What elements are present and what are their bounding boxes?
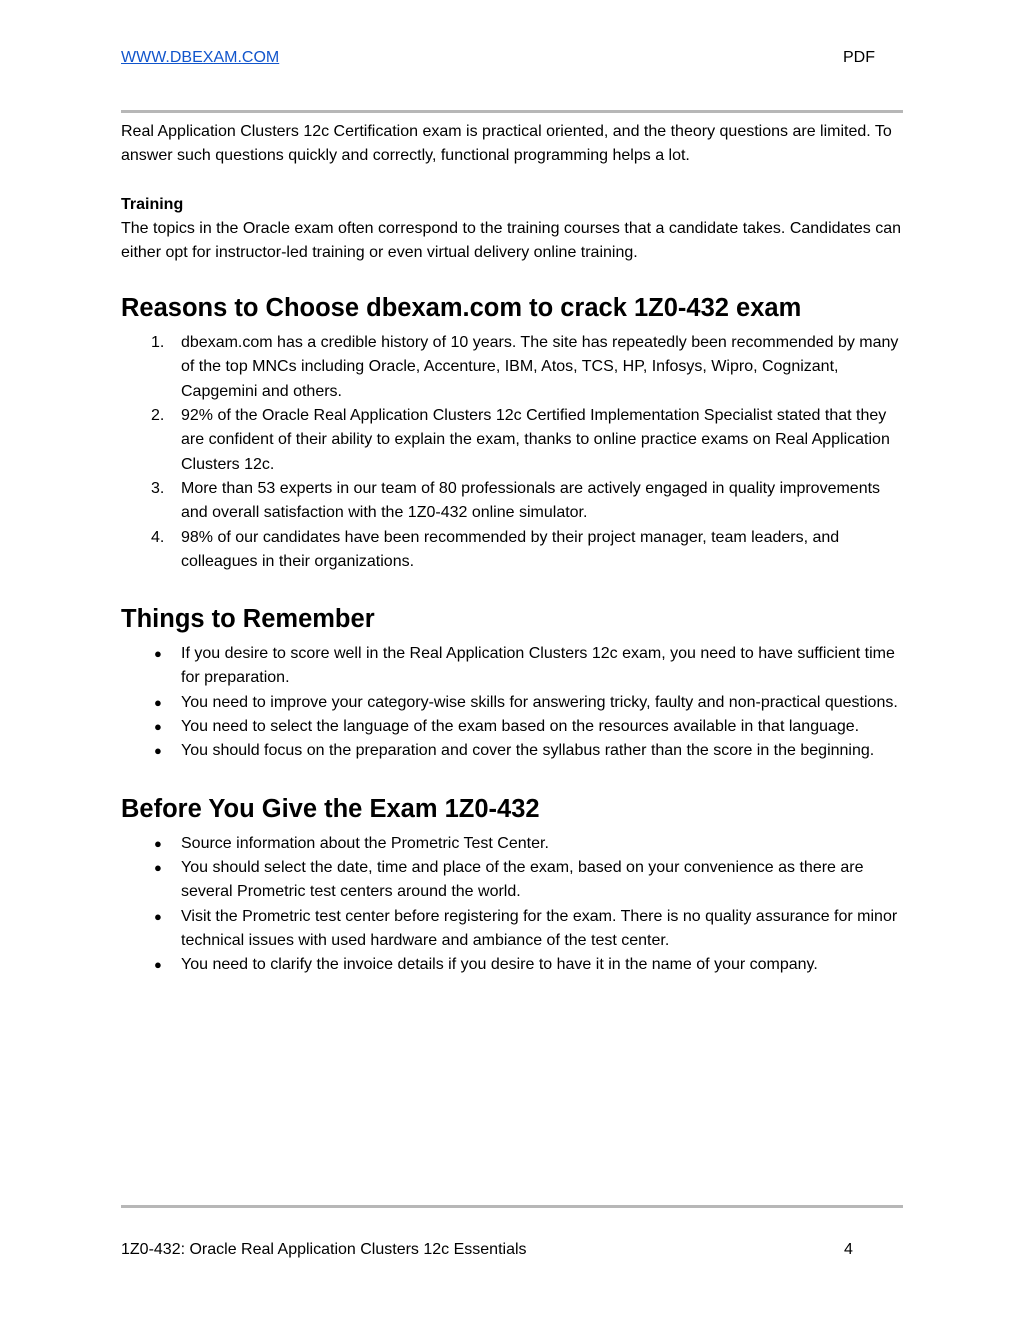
list-item-text: Source information about the Prometric Test Center. — [181, 834, 549, 852]
bullet-icon: ● — [154, 646, 162, 662]
footer-title: 1Z0-432: Oracle Real Application Clusters 12c Essentials — [121, 1241, 527, 1258]
header-pdf-label: PDF — [843, 49, 875, 66]
list-item-text: You need to clarify the invoice details if you desire to have it in the name of your company. — [181, 956, 818, 974]
list-item-text: Visit the Prometric test center before registering for the exam. There is no quality assurance for minor technical issues with used hardware and ambiance of the test center. — [181, 907, 898, 949]
list-item — [121, 715, 911, 739]
bullet-icon: ● — [154, 719, 162, 735]
intro-paragraph: Real Application Clusters 12c Certification exam is practical oriented, and the theory questions are limited. To answer such questions quickly and correctly, functional programming helps a lot. — [121, 123, 892, 165]
list-item-text: You need to select the language of the exam based on the resources available in that language. — [181, 718, 860, 736]
reasons-list — [121, 331, 911, 574]
list-item — [121, 404, 911, 477]
footer-divider — [121, 1205, 903, 1208]
list-item-text: If you desire to score well in the Real Application Clusters 12c exam, you need to have sufficient time for preparation. — [181, 645, 895, 687]
site-link[interactable]: WWW.DBEXAM.COM — [121, 49, 280, 66]
list-item-text: You should select the date, time and place of the exam, based on your convenience as there are several Prometric test centers around the world. — [181, 858, 864, 901]
bullet-icon: ● — [154, 743, 162, 759]
list-item-text: You need to improve your category-wise skills for answering tricky, faulty and non-practical questions. — [181, 693, 898, 711]
list-item — [121, 953, 911, 977]
list-item — [121, 477, 911, 526]
main-content — [121, 120, 911, 977]
page-number: 4 — [844, 1241, 853, 1258]
bullet-icon: ● — [154, 908, 162, 924]
list-item — [121, 739, 911, 763]
bullet-icon: ● — [154, 835, 162, 851]
list-item-text: More than 53 experts in our team of 80 professionals are actively engaged in quality improvements and overall satisfaction with the 1Z0-432 online simulator. — [181, 479, 881, 522]
reasons-heading: Reasons to Choose dbexam.com to crack 1Z0-432 exam — [121, 294, 802, 323]
list-item — [121, 642, 911, 691]
list-item — [121, 526, 911, 575]
bullet-icon: ● — [154, 694, 162, 710]
things-list — [121, 642, 911, 763]
list-item — [121, 331, 911, 404]
list-item-text: dbexam.com has a credible history of 10 years. The site has repeatedly been recommended by many of the top MNCs including Oracle, Accenture, IBM, Atos, TCS, HP, Infosys, Wipro, Cognizant, Capgemini and others. — [181, 334, 899, 400]
list-item-text: 98% of our candidates have been recommended by their project manager, team leaders, and colleagues in their organizations. — [181, 528, 840, 570]
list-number: 4. — [151, 528, 165, 546]
list-item-text: You should focus on the preparation and cover the syllabus rather than the score in the beginning. — [181, 742, 875, 760]
list-item — [121, 691, 911, 715]
bullet-icon: ● — [154, 957, 162, 973]
header-divider — [121, 110, 903, 113]
before-heading: Before You Give the Exam 1Z0-432 — [121, 794, 540, 823]
list-number: 2. — [151, 407, 165, 425]
list-item — [121, 832, 911, 856]
list-item — [121, 905, 911, 954]
list-item-text: 92% of the Oracle Real Application Clusters 12c Certified Implementation Specialist stated that they are confident of their ability to explain the exam, thanks to online practice exams on Real Application Clusters 12c. — [181, 407, 890, 473]
list-item — [121, 856, 911, 905]
things-heading: Things to Remember — [121, 605, 375, 634]
bullet-icon: ● — [154, 859, 162, 875]
list-number: 3. — [151, 479, 165, 497]
list-number: 1. — [151, 334, 165, 352]
before-list — [121, 832, 911, 978]
training-paragraph: The topics in the Oracle exam often correspond to the training courses that a candidate takes. Candidates can either opt for instructor-led training or even virtual delivery online training. — [121, 219, 902, 261]
training-heading: Training — [121, 195, 184, 213]
